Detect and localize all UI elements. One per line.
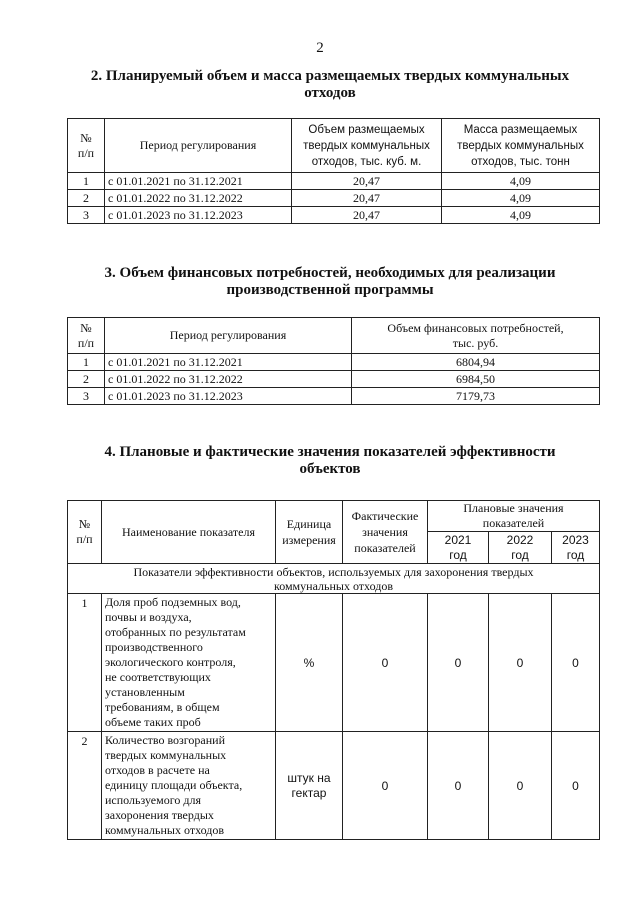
row-name-line: захоронения твердых [105,808,214,822]
row-fact: 0 [343,732,428,840]
row-name-line: объеме таких проб [105,715,201,729]
row-volume: 20,47 [292,207,442,224]
row-name-line: почвы и воздуха, [105,610,192,624]
row-period: с 01.01.2023 по 31.12.2023 [105,207,292,224]
row-period: с 01.01.2021 по 31.12.2021 [105,354,352,371]
header-volume [292,119,442,173]
row-period: с 01.01.2022 по 31.12.2022 [105,371,352,388]
row-period: с 01.01.2023 по 31.12.2023 [105,388,352,405]
section2-title-line2: отходов [304,85,356,101]
row-volume: 20,47 [292,190,442,207]
group-title [68,564,600,594]
table-row [68,388,600,405]
row-period: с 01.01.2021 по 31.12.2021 [105,173,292,190]
finance-table [67,317,600,405]
row-name-line: Доля проб подземных вод, [105,595,241,609]
row-mass: 4,09 [442,207,600,224]
row-period: с 01.01.2022 по 31.12.2022 [105,190,292,207]
section3-title [60,265,600,299]
table-header-row [68,318,600,354]
header-num [68,119,105,173]
section2-title-line1: 2. Планируемый объем и масса размещаемых твердых коммунальных [90,68,570,84]
header-year-2021-line2: год [449,547,467,562]
header-fact-line1: Фактические [351,509,419,523]
header-year-2023 [552,532,600,564]
table-header-row [68,119,600,173]
header-year-2023-line2: год [566,547,585,562]
header-year-2021-line1: 2021 [444,532,472,547]
header-unit [276,501,343,564]
header-fact [343,501,428,564]
header-name: Наименование показателя [102,501,276,564]
row-name-line: отходов в расчете на [105,763,210,777]
row-num: 3 [68,207,105,224]
header-period: Период регулирования [105,119,292,173]
row-name [102,732,276,840]
row-2021: 0 [428,732,489,840]
header-mass-line2: твердых коммунальных [457,139,584,152]
header-volume-line2: твердых коммунальных [303,139,430,152]
header-year-2023-line1: 2023 [562,532,589,547]
group-row [68,564,600,594]
row-name-line: используемого для [105,793,201,807]
row-num: 2 [68,371,105,388]
row-name-line: установленным [105,685,185,699]
header-fact-line2: значения [362,525,408,539]
row-num: 1 [68,594,102,732]
header-mass-line3: отходов, тыс. тонн [471,155,570,168]
section4-title [60,444,600,478]
row-num: 1 [68,173,105,190]
header-plan-line1: Плановые значения [463,501,564,515]
row-name-line: не соответствующих [105,670,211,684]
group-title-line1: Показатели эффективности объектов, используемых для захоронения твердых [133,564,534,579]
section4-title-line2: объектов [299,461,361,477]
row-2023: 0 [552,594,600,732]
efficiency-table [67,500,600,840]
table-row [68,732,600,840]
section2-title [60,68,600,102]
row-unit [276,732,343,840]
row-unit [276,594,343,732]
section3-title-line2: производственной программы [226,282,434,298]
header-num-line1: № [80,320,92,335]
header-year-2022 [489,532,552,564]
row-name-line: твердых коммунальных [105,748,227,762]
row-finance: 7179,73 [352,388,600,405]
table-row [68,207,600,224]
header-num-line1: № [78,517,91,531]
row-num: 3 [68,388,105,405]
row-name-line: единицу площади объекта, [105,778,243,792]
group-title-line2: коммунальных отходов [273,578,394,593]
header-num-line2: п/п [77,335,95,350]
header-num [68,501,102,564]
row-num: 2 [68,190,105,207]
header-unit-line1: Единица [286,517,332,531]
header-year-2022-line1: 2022 [506,532,534,547]
row-2021: 0 [428,594,489,732]
row-name [102,594,276,732]
row-num: 1 [68,354,105,371]
header-year-2022-line2: год [511,547,529,562]
row-finance: 6804,94 [352,354,600,371]
section3-title-line1: 3. Объем финансовых потребностей, необходимых для реализации [104,265,556,281]
header-num-line2: п/п [76,532,93,546]
header-volume-line3: отходов, тыс. куб. м. [311,155,422,168]
row-name-line: Количество возгораний [105,733,226,747]
header-plan-line2: показателей [482,516,545,530]
row-2023: 0 [552,732,600,840]
row-volume: 20,47 [292,173,442,190]
header-num-line1: № [80,130,92,145]
row-name-line: коммунальных отходов [105,823,225,837]
header-finance-line2: тыс. руб. [452,335,499,350]
volume-mass-table [67,118,600,224]
row-mass: 4,09 [442,190,600,207]
table-header-row [68,501,600,532]
header-unit-line2: измерения [282,533,336,547]
header-mass-line1: Масса размещаемых [463,123,578,136]
header-mass [442,119,600,173]
row-finance: 6984,50 [352,371,600,388]
header-year-2021 [428,532,489,564]
section4-title-line1: 4. Плановые и фактические значения показателей эффективности [104,444,556,460]
row-unit-line1: штук на [287,770,331,785]
header-fact-line3: показателей [354,541,416,555]
table-row [68,190,600,207]
table-row [68,371,600,388]
header-volume-line1: Объем размещаемых [308,123,425,136]
header-period: Период регулирования [105,318,352,354]
row-name-line: отобранных по результатам [105,625,246,639]
row-unit-line2: гектар [291,785,327,800]
page-number: 2 [316,40,324,56]
row-name-line: производственного [105,640,203,654]
header-plan [428,501,600,532]
header-finance-line1: Объем финансовых потребностей, [387,320,564,335]
header-finance [352,318,600,354]
row-unit-line1: % [303,655,315,670]
header-num [68,318,105,354]
table-row [68,354,600,371]
row-2022: 0 [489,594,552,732]
row-mass: 4,09 [442,173,600,190]
table-row [68,594,600,732]
row-fact: 0 [343,594,428,732]
header-num-line2: п/п [77,145,95,160]
row-2022: 0 [489,732,552,840]
row-name-line: требованиям, в общем [105,700,220,714]
row-name-line: экологического контроля, [105,655,236,669]
row-num: 2 [68,732,102,840]
table-row [68,173,600,190]
